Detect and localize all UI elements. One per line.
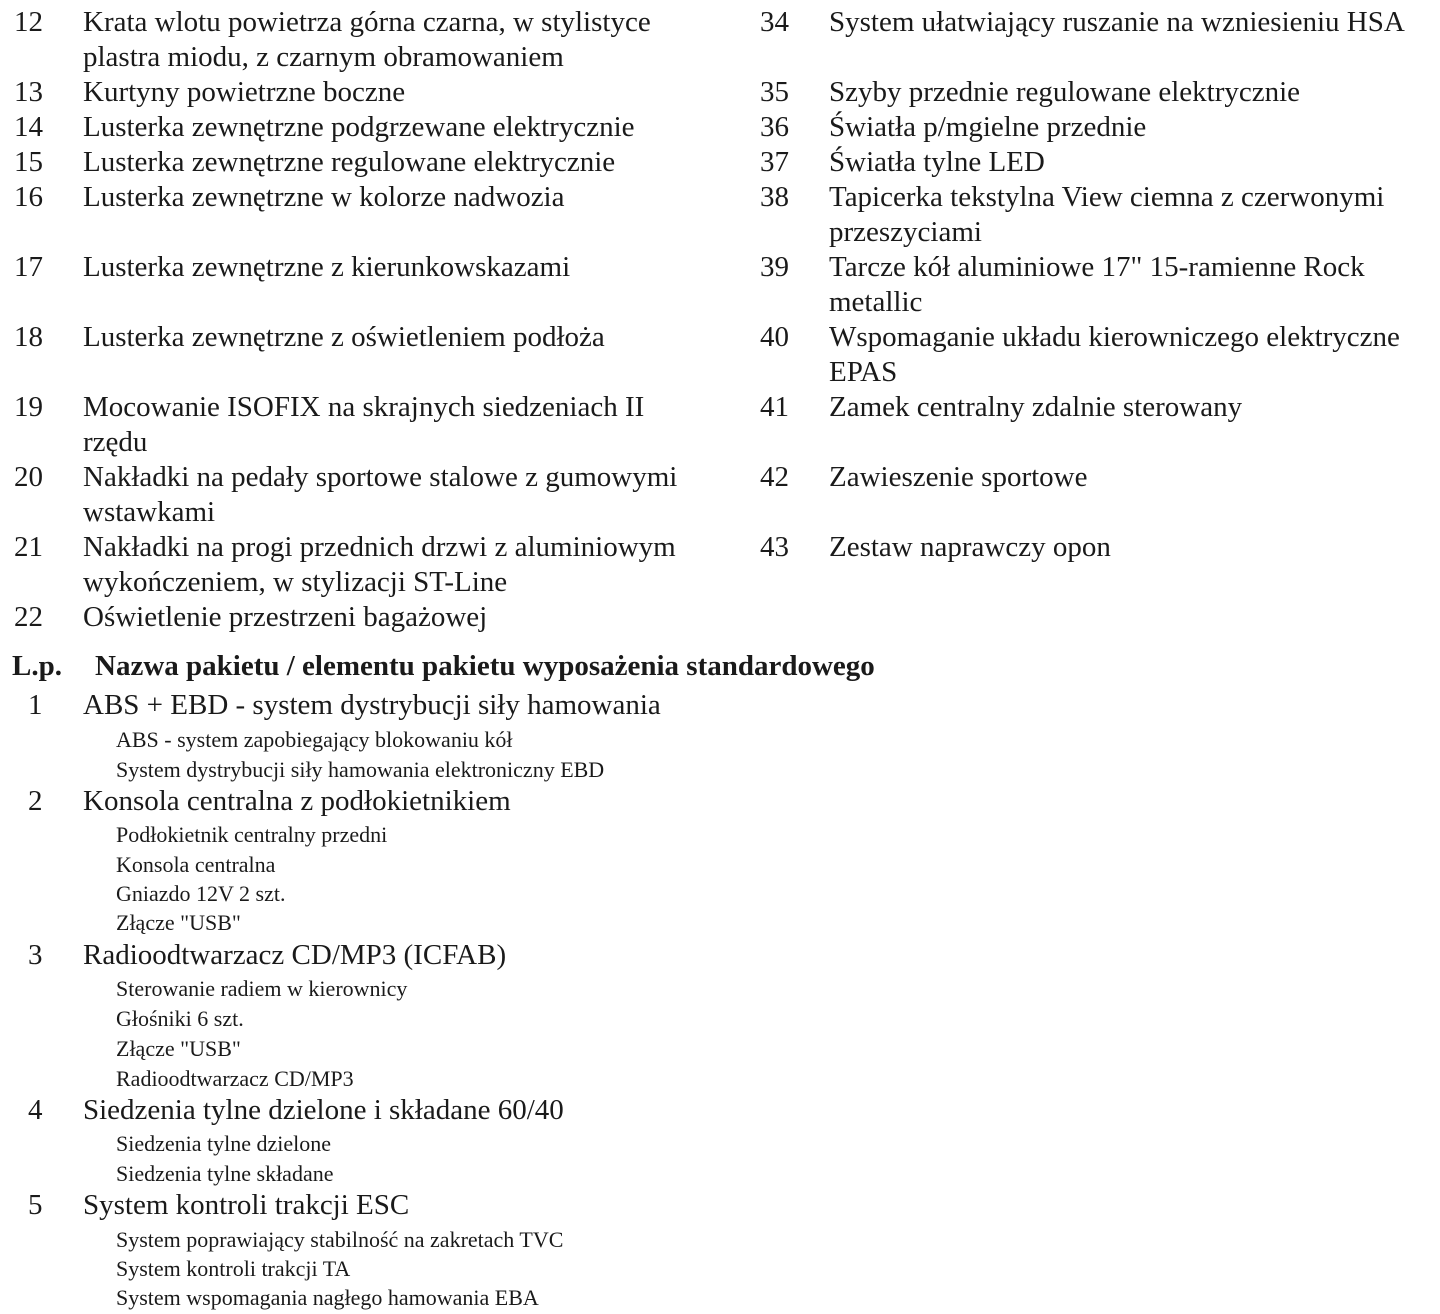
item-text-line-2: wstawkami	[83, 496, 216, 528]
item-number: 34	[760, 6, 789, 38]
package-number: 2	[28, 785, 43, 817]
item-text-line-1: Szyby przednie regulowane elektrycznie	[829, 76, 1301, 108]
item-number: 18	[14, 321, 43, 353]
item-text-line-1: Nakładki na progi przednich drzwi z aluminiowym	[83, 531, 676, 563]
package-sub-item: Głośniki 6 szt.	[116, 1006, 244, 1031]
item-number: 37	[760, 146, 789, 178]
package-sub-item: Siedzenia tylne składane	[116, 1161, 334, 1186]
item-number: 20	[14, 461, 43, 493]
package-sub-item: Podłokietnik centralny przedni	[116, 822, 388, 847]
item-text-line-1: Krata wlotu powietrza górna czarna, w stylistyce	[83, 6, 651, 38]
item-text-line-1: Lusterka zewnętrzne regulowane elektrycznie	[83, 146, 616, 178]
item-text-line-1: System ułatwiający ruszanie na wzniesieniu HSA	[829, 6, 1405, 38]
item-text-line-2: przeszyciami	[829, 216, 982, 248]
item-text-line-2: wykończeniem, w stylizacji ST-Line	[83, 566, 508, 598]
package-number: 1	[28, 689, 43, 721]
item-text-line-1: Tarcze kół aluminiowe 17" 15-ramienne Rock	[829, 251, 1365, 283]
header-lp: L.p.	[12, 650, 62, 682]
package-name: Konsola centralna z podłokietnikiem	[83, 785, 511, 817]
item-text-line-2: rzędu	[83, 426, 148, 458]
item-number: 15	[14, 146, 43, 178]
item-number: 38	[760, 181, 789, 213]
package-name: ABS + EBD - system dystrybucji siły hamowania	[83, 689, 661, 721]
package-sub-item: Radioodtwarzacz CD/MP3	[116, 1066, 354, 1091]
item-text-line-1: Oświetlenie przestrzeni bagażowej	[83, 601, 488, 633]
package-sub-item: System wspomagania nagłego hamowania EBA	[116, 1285, 539, 1310]
item-text-line-1: Nakładki na pedały sportowe stalowe z gumowymi	[83, 461, 678, 493]
item-number: 41	[760, 391, 789, 423]
package-sub-item: Złącze "USB"	[116, 1036, 241, 1061]
item-text-line-1: Światła p/mgielne przednie	[829, 111, 1147, 143]
item-number: 39	[760, 251, 789, 283]
package-sub-item: Siedzenia tylne dzielone	[116, 1131, 332, 1156]
package-sub-item: System poprawiający stabilność na zakretach TVC	[116, 1227, 564, 1252]
item-number: 14	[14, 111, 43, 143]
package-number: 4	[28, 1094, 43, 1126]
package-name: Radioodtwarzacz CD/MP3 (ICFAB)	[83, 939, 507, 971]
item-text-line-1: Wspomaganie układu kierowniczego elektryczne	[829, 321, 1400, 353]
package-number: 5	[28, 1189, 43, 1221]
item-number: 36	[760, 111, 789, 143]
item-number: 19	[14, 391, 43, 423]
item-text-line-1: Zawieszenie sportowe	[829, 461, 1088, 493]
item-number: 16	[14, 181, 43, 213]
package-sub-item: Konsola centralna	[116, 852, 276, 877]
item-text-line-1: Lusterka zewnętrzne w kolorze nadwozia	[83, 181, 565, 213]
item-text-line-1: Kurtyny powietrzne boczne	[83, 76, 406, 108]
item-text-line-1: Lusterka zewnętrzne podgrzewane elektrycznie	[83, 111, 635, 143]
item-number: 43	[760, 531, 789, 563]
package-sub-item: Gniazdo 12V 2 szt.	[116, 881, 286, 906]
item-text-line-1: Lusterka zewnętrzne z oświetleniem podłoża	[83, 321, 605, 353]
item-text-line-1: Światła tylne LED	[829, 146, 1045, 178]
item-text-line-2: plastra miodu, z czarnym obramowaniem	[83, 41, 564, 73]
package-number: 3	[28, 939, 43, 971]
item-text-line-1: Tapicerka tekstylna View ciemna z czerwonymi	[829, 181, 1385, 213]
item-number: 40	[760, 321, 789, 353]
package-sub-item: Złącze "USB"	[116, 910, 241, 935]
item-text-line-1: Lusterka zewnętrzne z kierunkowskazami	[83, 251, 571, 283]
item-text-line-2: EPAS	[829, 356, 898, 388]
item-text-line-1: Zamek centralny zdalnie sterowany	[829, 391, 1243, 423]
item-text-line-2: metallic	[829, 286, 923, 318]
item-text-line-1: Mocowanie ISOFIX na skrajnych siedzeniach II	[83, 391, 645, 423]
item-number: 35	[760, 76, 789, 108]
package-name: System kontroli trakcji ESC	[83, 1189, 410, 1221]
item-number: 21	[14, 531, 43, 563]
package-name: Siedzenia tylne dzielone i składane 60/40	[83, 1094, 564, 1126]
header-package-name: Nazwa pakietu / elementu pakietu wyposażenia standardowego	[95, 650, 875, 682]
item-number: 17	[14, 251, 43, 283]
package-sub-item: System kontroli trakcji TA	[116, 1256, 351, 1281]
item-number: 42	[760, 461, 789, 493]
item-number: 12	[14, 6, 43, 38]
item-number: 13	[14, 76, 43, 108]
package-sub-item: System dystrybucji siły hamowania elektroniczny EBD	[116, 757, 605, 782]
package-sub-item: Sterowanie radiem w kierownicy	[116, 976, 408, 1001]
item-text-line-1: Zestaw naprawczy opon	[829, 531, 1111, 563]
package-sub-item: ABS - system zapobiegający blokowaniu kół	[116, 727, 513, 752]
item-number: 22	[14, 601, 43, 633]
